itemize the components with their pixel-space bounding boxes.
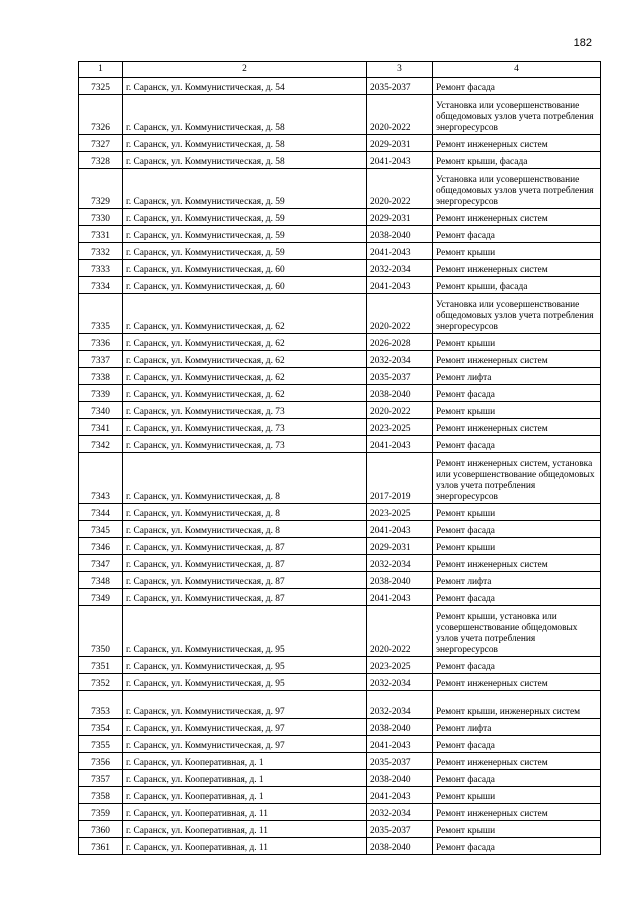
cell-number: 7351 [79,657,123,674]
cell-address: г. Саранск, ул. Коммунистическая, д. 62 [123,294,367,334]
cell-number: 7348 [79,572,123,589]
cell-number: 7357 [79,770,123,787]
cell-address: г. Саранск, ул. Кооперативная, д. 11 [123,804,367,821]
cell-address: г. Саранск, ул. Коммунистическая, д. 62 [123,334,367,351]
cell-number: 7338 [79,368,123,385]
cell-number: 7329 [79,169,123,209]
cell-period: 2032-2034 [367,351,433,368]
cell-work-type: Ремонт лифта [433,719,601,736]
cell-work-type: Установка или усовершенствование общедомовых узлов учета потребления энергоресурсов [433,294,601,334]
cell-period: 2035-2037 [367,821,433,838]
cell-work-type: Ремонт инженерных систем [433,804,601,821]
cell-work-type: Ремонт фасада [433,226,601,243]
cell-number: 7349 [79,589,123,606]
cell-address: г. Саранск, ул. Коммунистическая, д. 62 [123,351,367,368]
cell-period: 2023-2025 [367,419,433,436]
table-header [79,62,601,78]
cell-number: 7341 [79,419,123,436]
cell-period: 2038-2040 [367,838,433,855]
cell-work-type: Ремонт фасада [433,436,601,453]
cell-work-type: Ремонт лифта [433,368,601,385]
table-row [79,243,601,260]
cell-work-type: Ремонт фасада [433,78,601,95]
table-row [79,78,601,95]
cell-period: 2038-2040 [367,770,433,787]
cell-work-type: Ремонт лифта [433,572,601,589]
table-row [79,169,601,209]
cell-address: г. Саранск, ул. Коммунистическая, д. 59 [123,243,367,260]
cell-number: 7358 [79,787,123,804]
cell-period: 2041-2043 [367,736,433,753]
cell-number: 7350 [79,606,123,657]
cell-number: 7333 [79,260,123,277]
cell-number: 7325 [79,78,123,95]
cell-period: 2041-2043 [367,152,433,169]
header-col-2: 2 [123,62,367,78]
cell-period: 2032-2034 [367,691,433,719]
table-row [79,436,601,453]
cell-work-type: Ремонт инженерных систем [433,209,601,226]
cell-address: г. Саранск, ул. Кооперативная, д. 1 [123,753,367,770]
cell-work-type: Ремонт фасада [433,838,601,855]
cell-address: г. Саранск, ул. Коммунистическая, д. 95 [123,657,367,674]
table-row [79,606,601,657]
cell-address: г. Саранск, ул. Коммунистическая, д. 73 [123,419,367,436]
cell-address: г. Саранск, ул. Коммунистическая, д. 87 [123,589,367,606]
cell-number: 7339 [79,385,123,402]
cell-period: 2041-2043 [367,436,433,453]
header-row [79,62,601,78]
table-row [79,226,601,243]
cell-work-type: Ремонт крыши [433,402,601,419]
table-row [79,368,601,385]
cell-period: 2020-2022 [367,606,433,657]
cell-number: 7330 [79,209,123,226]
table-row [79,657,601,674]
cell-period: 2038-2040 [367,719,433,736]
table-row [79,419,601,436]
cell-work-type: Ремонт крыши [433,334,601,351]
cell-work-type: Ремонт крыши [433,821,601,838]
cell-period: 2041-2043 [367,787,433,804]
cell-period: 2032-2034 [367,804,433,821]
cell-address: г. Саранск, ул. Коммунистическая, д. 58 [123,135,367,152]
header-col-1: 1 [79,62,123,78]
cell-address: г. Саранск, ул. Коммунистическая, д. 59 [123,226,367,243]
repair-schedule-table [78,61,601,855]
cell-number: 7347 [79,555,123,572]
cell-work-type: Ремонт инженерных систем [433,419,601,436]
page-number: 182 [573,37,592,49]
cell-work-type: Ремонт фасада [433,521,601,538]
cell-address: г. Саранск, ул. Коммунистическая, д. 73 [123,436,367,453]
cell-period: 2020-2022 [367,402,433,419]
table-row [79,152,601,169]
cell-number: 7345 [79,521,123,538]
cell-number: 7356 [79,753,123,770]
table-row [79,770,601,787]
table-row [79,334,601,351]
cell-work-type: Ремонт инженерных систем [433,674,601,691]
table-row [79,277,601,294]
table-row [79,135,601,152]
cell-work-type: Ремонт крыши [433,787,601,804]
cell-address: г. Саранск, ул. Коммунистическая, д. 73 [123,402,367,419]
cell-work-type: Ремонт фасада [433,657,601,674]
cell-period: 2041-2043 [367,589,433,606]
table-row [79,294,601,334]
cell-work-type: Ремонт инженерных систем [433,555,601,572]
cell-address: г. Саранск, ул. Кооперативная, д. 1 [123,787,367,804]
cell-number: 7328 [79,152,123,169]
cell-number: 7361 [79,838,123,855]
cell-period: 2032-2034 [367,555,433,572]
cell-number: 7352 [79,674,123,691]
table-row [79,821,601,838]
table-row [79,402,601,419]
cell-address: г. Саранск, ул. Коммунистическая, д. 59 [123,169,367,209]
cell-address: г. Саранск, ул. Коммунистическая, д. 87 [123,555,367,572]
cell-number: 7354 [79,719,123,736]
cell-address: г. Саранск, ул. Коммунистическая, д. 54 [123,78,367,95]
cell-address: г. Саранск, ул. Коммунистическая, д. 59 [123,209,367,226]
table-row [79,209,601,226]
cell-period: 2029-2031 [367,538,433,555]
cell-period: 2029-2031 [367,209,433,226]
cell-work-type: Ремонт фасада [433,385,601,402]
table-row [79,674,601,691]
cell-work-type: Ремонт крыши [433,504,601,521]
cell-number: 7335 [79,294,123,334]
cell-work-type: Ремонт фасада [433,770,601,787]
table-row [79,804,601,821]
header-col-4: 4 [433,62,601,78]
table-row [79,504,601,521]
table-row [79,753,601,770]
cell-work-type: Ремонт инженерных систем [433,351,601,368]
cell-work-type: Ремонт крыши, установка или усовершенствование общедомовых узлов учета потребления энергоресурсов [433,606,601,657]
cell-work-type: Ремонт инженерных систем [433,135,601,152]
table-row [79,572,601,589]
cell-work-type: Ремонт фасада [433,589,601,606]
cell-address: г. Саранск, ул. Коммунистическая, д. 62 [123,368,367,385]
cell-period: 2020-2022 [367,169,433,209]
cell-address: г. Саранск, ул. Коммунистическая, д. 60 [123,260,367,277]
cell-address: г. Саранск, ул. Коммунистическая, д. 60 [123,277,367,294]
cell-period: 2023-2025 [367,657,433,674]
table-row [79,787,601,804]
table-row [79,95,601,135]
cell-period: 2035-2037 [367,368,433,385]
cell-work-type: Ремонт инженерных систем [433,260,601,277]
cell-number: 7353 [79,691,123,719]
table-body [79,78,601,855]
cell-period: 2038-2040 [367,385,433,402]
cell-address: г. Саранск, ул. Кооперативная, д. 11 [123,821,367,838]
cell-work-type: Ремонт крыши [433,538,601,555]
table-row [79,719,601,736]
cell-period: 2020-2022 [367,294,433,334]
cell-work-type: Ремонт фасада [433,736,601,753]
cell-period: 2035-2037 [367,78,433,95]
table-row [79,260,601,277]
table-row [79,538,601,555]
cell-number: 7336 [79,334,123,351]
cell-work-type: Ремонт крыши, фасада [433,152,601,169]
table-row [79,385,601,402]
cell-period: 2026-2028 [367,334,433,351]
cell-address: г. Саранск, ул. Коммунистическая, д. 8 [123,521,367,538]
table-row [79,736,601,753]
cell-number: 7359 [79,804,123,821]
cell-address: г. Саранск, ул. Коммунистическая, д. 62 [123,385,367,402]
cell-number: 7327 [79,135,123,152]
cell-period: 2035-2037 [367,753,433,770]
cell-period: 2020-2022 [367,95,433,135]
cell-address: г. Саранск, ул. Коммунистическая, д. 97 [123,691,367,719]
table-row [79,351,601,368]
cell-address: г. Саранск, ул. Коммунистическая, д. 95 [123,606,367,657]
table-row [79,838,601,855]
cell-period: 2041-2043 [367,243,433,260]
cell-work-type: Ремонт крыши [433,243,601,260]
table-row [79,589,601,606]
cell-address: г. Саранск, ул. Коммунистическая, д. 97 [123,736,367,753]
cell-period: 2041-2043 [367,521,433,538]
cell-number: 7343 [79,453,123,504]
cell-number: 7331 [79,226,123,243]
cell-period: 2038-2040 [367,226,433,243]
cell-number: 7340 [79,402,123,419]
table-row [79,691,601,719]
cell-address: г. Саранск, ул. Коммунистическая, д. 87 [123,538,367,555]
cell-number: 7342 [79,436,123,453]
cell-address: г. Саранск, ул. Коммунистическая, д. 58 [123,152,367,169]
cell-number: 7326 [79,95,123,135]
cell-address: г. Саранск, ул. Коммунистическая, д. 87 [123,572,367,589]
cell-number: 7337 [79,351,123,368]
cell-address: г. Саранск, ул. Коммунистическая, д. 58 [123,95,367,135]
table-row [79,453,601,504]
cell-number: 7334 [79,277,123,294]
cell-work-type: Ремонт инженерных систем [433,753,601,770]
cell-period: 2038-2040 [367,572,433,589]
cell-period: 2032-2034 [367,260,433,277]
cell-address: г. Саранск, ул. Кооперативная, д. 1 [123,770,367,787]
cell-period: 2041-2043 [367,277,433,294]
cell-period: 2017-2019 [367,453,433,504]
cell-address: г. Саранск, ул. Коммунистическая, д. 8 [123,504,367,521]
cell-address: г. Саранск, ул. Коммунистическая, д. 8 [123,453,367,504]
cell-number: 7360 [79,821,123,838]
cell-number: 7344 [79,504,123,521]
cell-number: 7332 [79,243,123,260]
cell-address: г. Саранск, ул. Коммунистическая, д. 97 [123,719,367,736]
header-col-3: 3 [367,62,433,78]
cell-period: 2029-2031 [367,135,433,152]
table-row [79,555,601,572]
table-row [79,521,601,538]
cell-number: 7346 [79,538,123,555]
cell-work-type: Ремонт крыши, инженерных систем [433,691,601,719]
cell-address: г. Саранск, ул. Кооперативная, д. 11 [123,838,367,855]
cell-period: 2023-2025 [367,504,433,521]
cell-work-type: Установка или усовершенствование общедомовых узлов учета потребления энергоресурсов [433,169,601,209]
cell-period: 2032-2034 [367,674,433,691]
cell-number: 7355 [79,736,123,753]
cell-address: г. Саранск, ул. Коммунистическая, д. 95 [123,674,367,691]
cell-work-type: Ремонт крыши, фасада [433,277,601,294]
cell-work-type: Ремонт инженерных систем, установка или усовершенствование общедомовых узлов учета потребления энергоресурсов [433,453,601,504]
cell-work-type: Установка или усовершенствование общедомовых узлов учета потребления энергоресурсов [433,95,601,135]
